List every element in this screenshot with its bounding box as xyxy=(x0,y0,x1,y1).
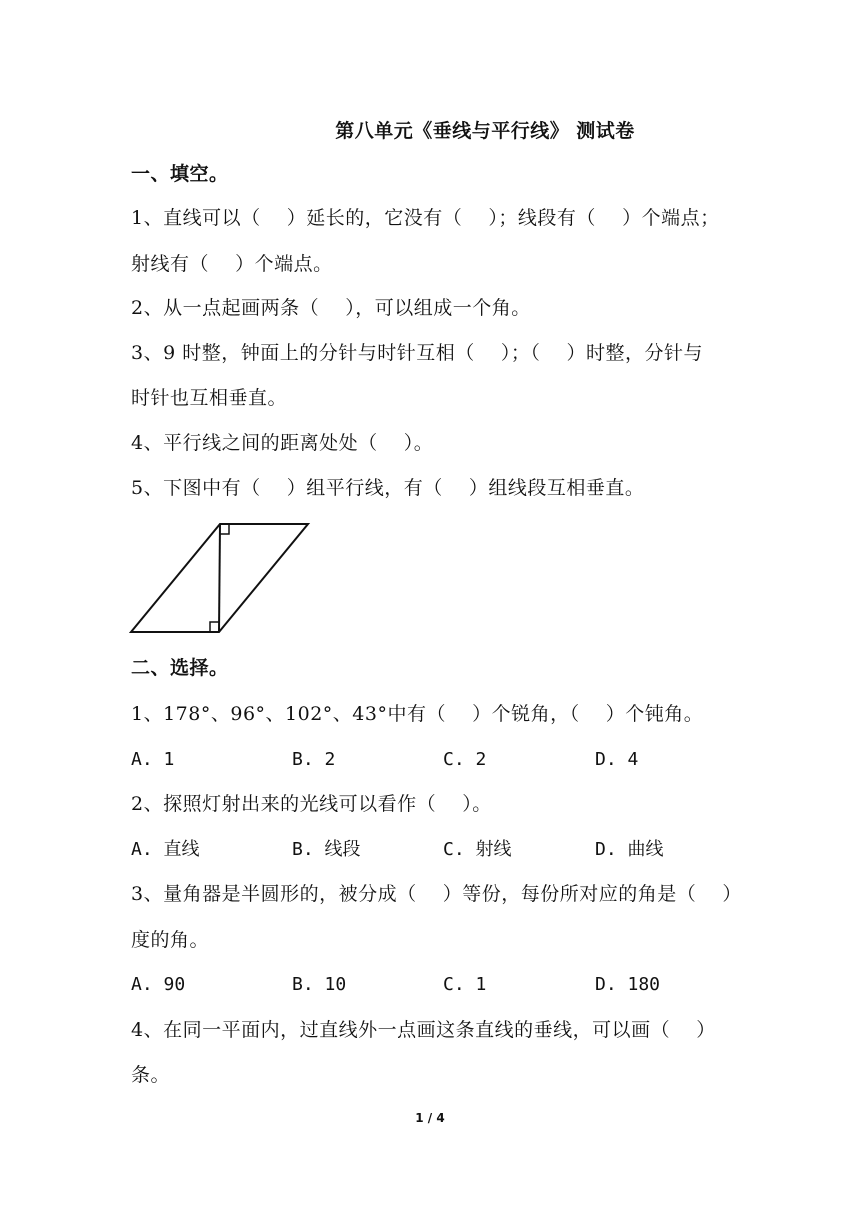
question-1-line-1: 1、直线可以（ ）延长的，它没有（ ）；线段有（ ）个端点； xyxy=(131,207,720,229)
question-3-line-1: 3、9 时整，钟面上的分针与时针互相（ ）；（ ）时整，分针与 xyxy=(131,342,704,364)
question-4: 4、平行线之间的距离处处（ ）。 xyxy=(131,432,434,454)
page-number: 1 / 4 xyxy=(415,1111,445,1125)
section-1-heading: 一、填空。 xyxy=(131,163,229,185)
choice-question-3-line-2: 度的角。 xyxy=(131,929,210,951)
option-d: D. 180 xyxy=(595,974,661,995)
option-c: C. 1 xyxy=(443,974,487,995)
option-d: D. 曲线 xyxy=(595,839,664,860)
choice-question-3-line-1: 3、量角器是半圆形的，被分成（ ）等份，每份所对应的角是（ ） xyxy=(131,883,742,905)
question-1-line-2: 射线有（ ）个端点。 xyxy=(131,253,333,275)
right-angle-mark-top xyxy=(220,524,229,534)
choice-question-4-line-2: 条。 xyxy=(131,1064,171,1086)
option-c: C. 2 xyxy=(443,749,487,770)
question-2: 2、从一点起画两条（ ），可以组成一个角。 xyxy=(131,297,531,319)
choice-question-1: 1、178°、96°、102°、43°中有（ ）个锐角，（ ）个钝角。 xyxy=(131,703,704,725)
option-a: A. 1 xyxy=(131,749,175,770)
option-b: B. 2 xyxy=(292,749,336,770)
section-2-heading: 二、选择。 xyxy=(131,657,229,679)
option-d: D. 4 xyxy=(595,749,639,770)
question-3-line-2: 时针也互相垂直。 xyxy=(131,387,288,409)
page-title: 第八单元《垂线与平行线》 测试卷 xyxy=(335,120,635,142)
right-angle-mark-bottom xyxy=(210,622,219,632)
choice-question-4-line-1: 4、在同一平面内，过直线外一点画这条直线的垂线，可以画（ ） xyxy=(131,1019,716,1041)
option-b: B. 10 xyxy=(292,974,347,995)
parallelogram-figure xyxy=(128,520,312,636)
question-5: 5、下图中有（ ）组平行线，有（ ）组线段互相垂直。 xyxy=(131,477,645,499)
perpendicular-segment xyxy=(219,524,220,632)
option-b: B. 线段 xyxy=(292,839,361,860)
option-a: A. 90 xyxy=(131,974,186,995)
choice-question-2: 2、探照灯射出来的光线可以看作（ ）。 xyxy=(131,793,492,815)
option-a: A. 直线 xyxy=(131,839,200,860)
option-c: C. 射线 xyxy=(443,839,512,860)
